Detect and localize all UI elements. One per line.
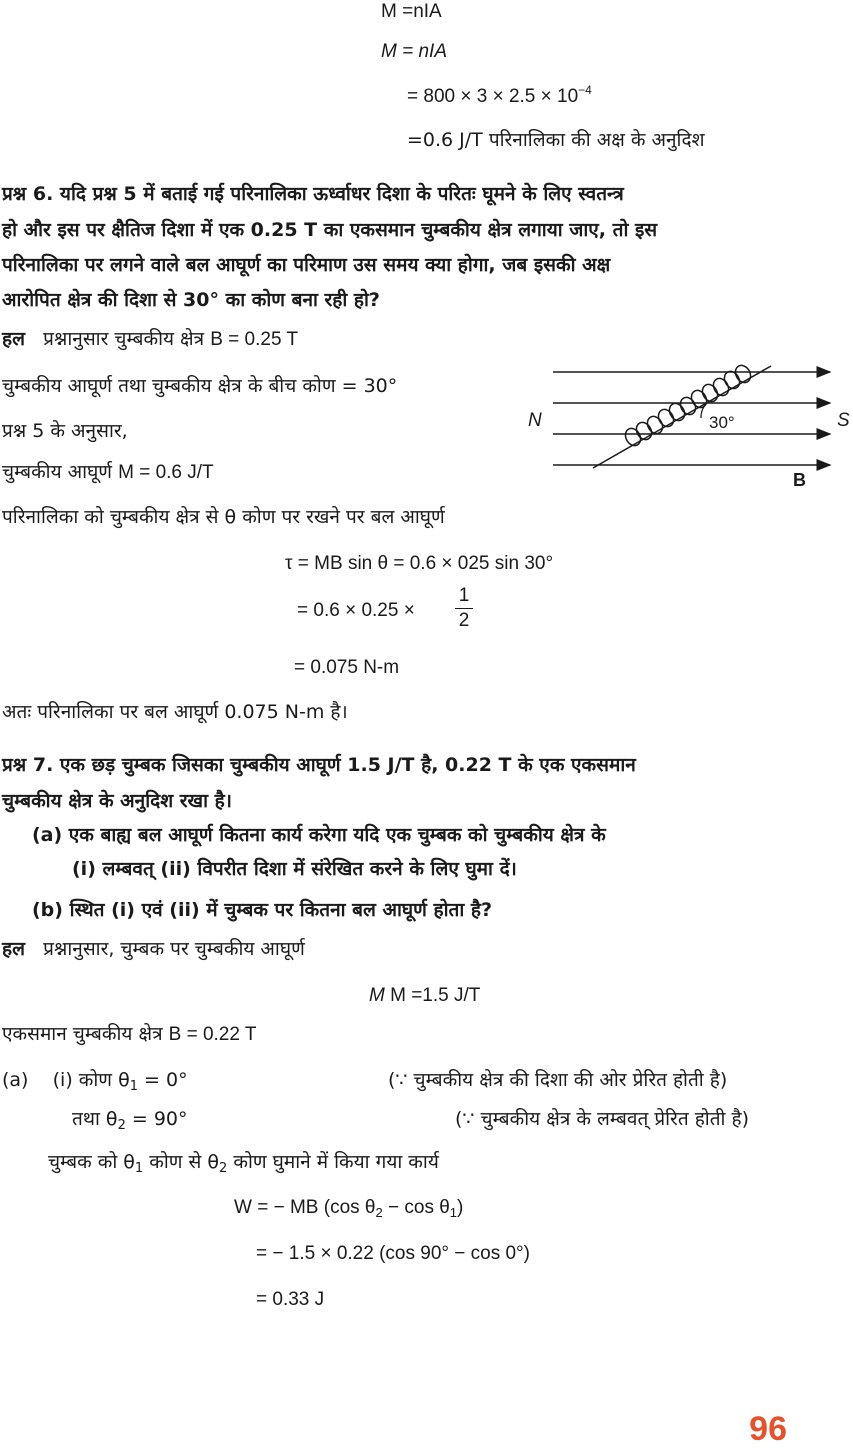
solenoid-axis bbox=[593, 366, 771, 468]
eq-m-nia-1: M =nIA bbox=[381, 1, 442, 22]
angle-label: 30° bbox=[709, 413, 735, 432]
sol6-line-1: हल प्रश्नानुसार चुम्बकीय क्षेत्र B = 0.25 T bbox=[2, 328, 299, 350]
q6-line-4: आरोपित क्षेत्र की दिशा से 30° का कोण बना रही हो? bbox=[2, 289, 380, 311]
sol7-a-ii: तथा $\theta_2 = 90^\circ$ bbox=[72, 1108, 188, 1133]
sol7-line-1: हल प्रश्नानुसार, चुम्बक पर चुम्बकीय आघूर्ण bbox=[2, 938, 305, 960]
torque-eq-1: τ = MB sin θ = 0.6 × 025 sin 30° bbox=[285, 553, 554, 574]
q6-line-2: हो और इस पर क्षैतिज दिशा में एक 0.25 T का एकसमान चुम्बकीय क्षेत्र लगाया जाए, तो इस bbox=[2, 219, 658, 241]
q7-line-4: (i) लम्बवत् (ii) विपरीत दिशा में संरेखित करने के लिए घुमा दें। bbox=[72, 858, 517, 880]
q7-line-5: (b) स्थित (i) एवं (ii) में चुम्बक पर कितना बल आघूर्ण होता है? bbox=[32, 899, 492, 921]
sol6-line-2: चुम्बकीय आघूर्ण तथा चुम्बकीय क्षेत्र के बीच कोण = 30° bbox=[2, 375, 398, 397]
torque-eq-3: = 0.075 N-m bbox=[294, 657, 400, 678]
work-eq-3: = 0.33 J bbox=[256, 1289, 325, 1310]
work-eq-2: = − 1.5 × 0.22 (cos 90° − cos 0°) bbox=[256, 1243, 530, 1264]
q6-line-3: परिनालिका पर लगने वाले बल आघूर्ण का परिमाण उस समय क्या होगा, जब इसकी अक्ष bbox=[2, 254, 611, 276]
label-s: S bbox=[837, 410, 850, 431]
sol6-line-3: प्रश्न 5 के अनुसार, bbox=[2, 420, 128, 442]
eq-m-value: = $800 \times 3 \times 2.5 \times 10^{-4}$ bbox=[407, 83, 592, 107]
fraction-denominator: 2 bbox=[458, 610, 470, 631]
eq-m-nia-2: M = nIA bbox=[381, 41, 447, 62]
sol6-line-5: परिनालिका को चुम्बकीय क्षेत्र से θ कोण पर रखने पर बल आघूर्ण bbox=[2, 506, 445, 528]
sol7-eq-m: M M =1.5 J/T bbox=[369, 985, 481, 1006]
sol7-line-2: एकसमान चुम्बकीय क्षेत्र B = 0.22 T bbox=[2, 1023, 257, 1045]
q7-line-2: चुम्बकीय क्षेत्र के अनुदिश रखा है। bbox=[2, 790, 232, 812]
sol6-conclusion: अतः परिनालिका पर बल आघूर्ण 0.075 N-m है। bbox=[2, 701, 348, 723]
work-eq-1: W = − MB (cos $\theta_2 - \cos \theta_1$) bbox=[234, 1197, 464, 1220]
page-number: 96 bbox=[749, 1410, 787, 1448]
sol7-a-i-note: (∵ चुम्बकीय क्षेत्र की दिशा की ओर प्रेरित होती है) bbox=[388, 1069, 728, 1091]
sol6-line-4: चुम्बकीय आघूर्ण M = 0.6 J/T bbox=[2, 461, 214, 483]
label-b: B bbox=[793, 470, 806, 490]
q7-line-3: (a) एक बाह्य बल आघूर्ण कितना कार्य करेगा यदि एक चुम्बक को चुम्बकीय क्षेत्र के bbox=[32, 824, 606, 846]
sol7-a-ii-note: (∵ चुम्बकीय क्षेत्र के लम्बवत् प्रेरित होती है) bbox=[455, 1108, 749, 1130]
label-n: N bbox=[528, 410, 542, 431]
eq-m-result: =0.6 J/T परिनालिका की अक्ष के अनुदिश bbox=[407, 129, 705, 151]
fraction-one-half bbox=[452, 585, 476, 632]
solenoid-field-figure bbox=[525, 352, 853, 492]
sol7-work-line: चुम्बक को $\theta_1$ कोण से $\theta_2$ कोण घुमाने में किया गया कार्य bbox=[48, 1151, 439, 1176]
sol7-a-i: (a) (i) कोण $\theta_1 = 0^\circ$ bbox=[2, 1069, 188, 1094]
q6-line-1: प्रश्न 6. यदि प्रश्न 5 में बताई गई परिनालिका ऊर्ध्वाधर दिशा के परितः घूमने के लिए स्वतन्त्र bbox=[2, 183, 624, 205]
q7-line-1: प्रश्न 7. एक छड़ चुम्बक जिसका चुम्बकीय आघूर्ण 1.5 J/T है, 0.22 T के एक एकसमान bbox=[2, 754, 636, 776]
solenoid-coils bbox=[622, 363, 753, 449]
torque-eq-2: = 0.6 × 0.25 × bbox=[297, 600, 415, 621]
fraction-numerator: 1 bbox=[458, 585, 470, 606]
